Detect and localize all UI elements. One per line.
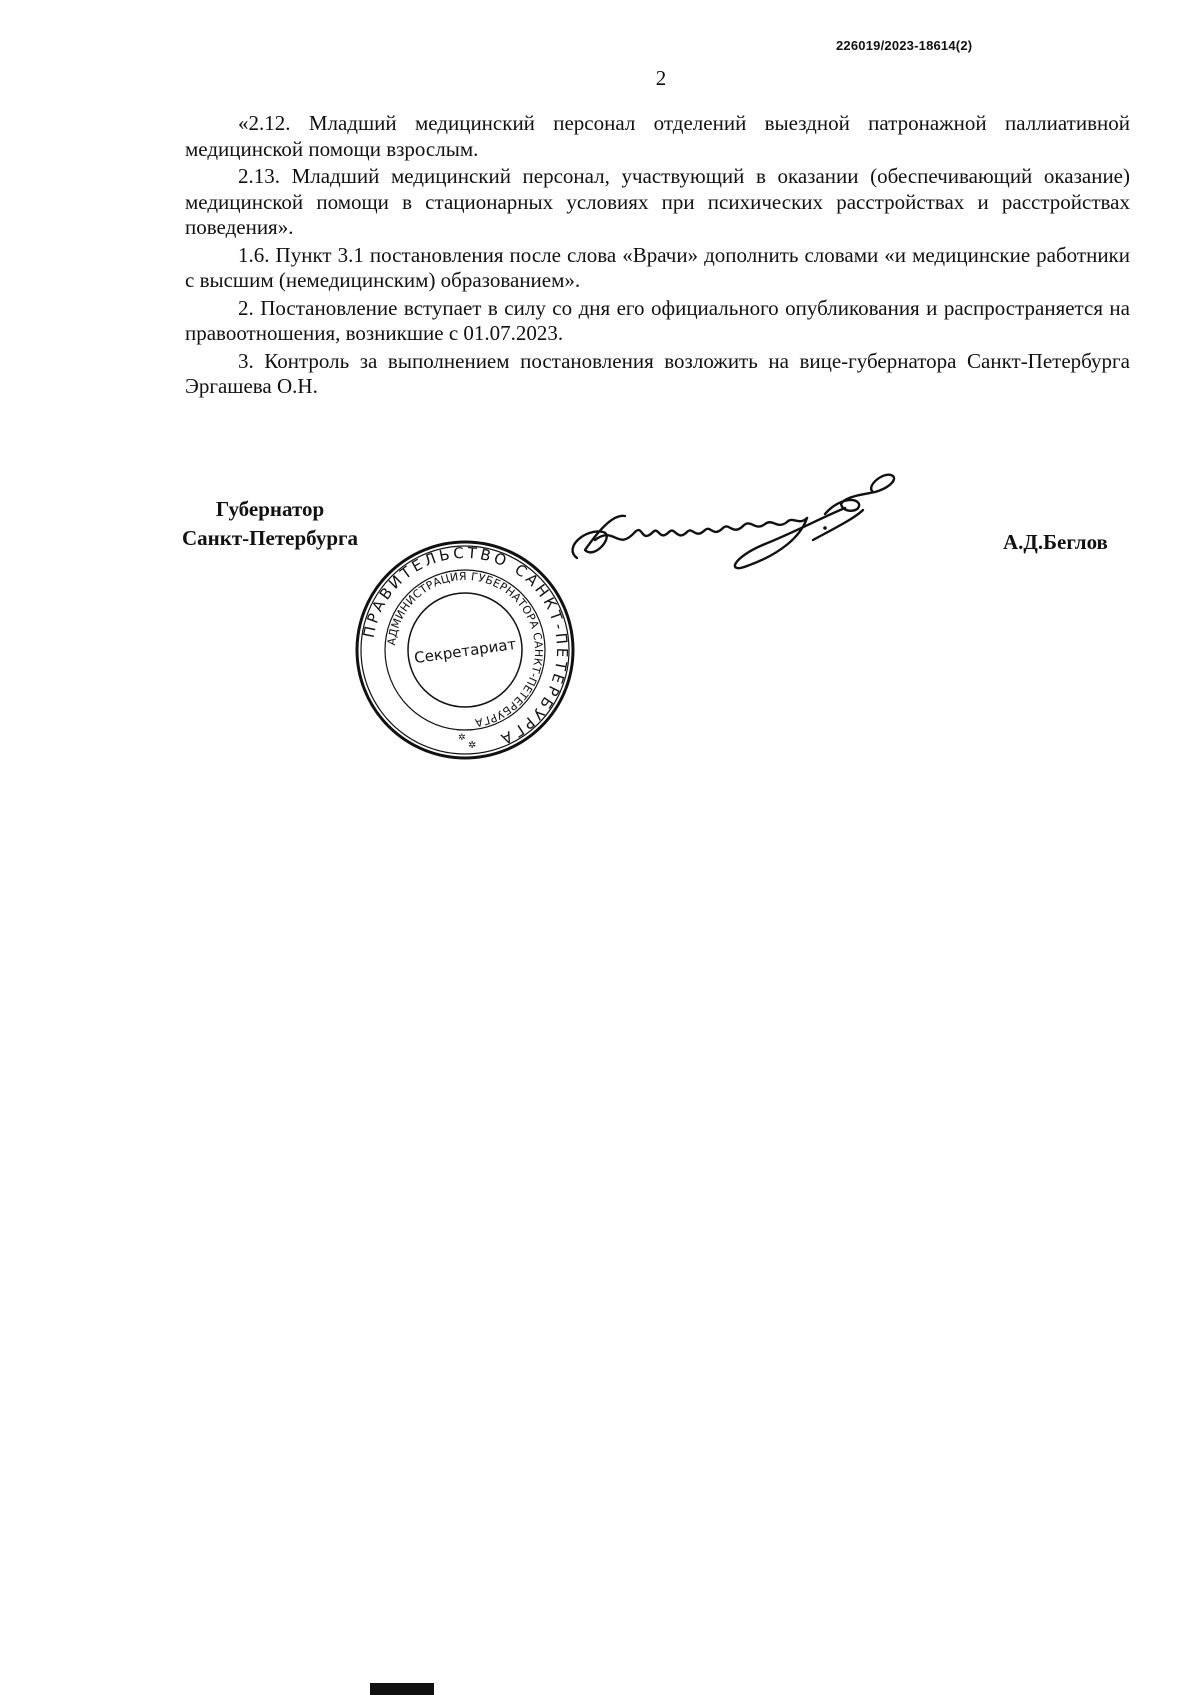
handwritten-signature xyxy=(555,470,955,580)
paragraph-3: 3. Контроль за выполнением постановления возложить на вице-губернатора Санкт-Петербурга Эргашева О.Н. xyxy=(185,348,1130,398)
doc-number: 226019/2023-18614(2) xyxy=(836,38,973,53)
paragraph-2-12: «2.12. Младший медицинский персонал отделений выездной патронажной паллиативной медицинской помощи взрослым. xyxy=(185,111,1130,161)
stamp-star-icon: ✲ xyxy=(468,740,477,751)
signer-name: А.Д.Беглов xyxy=(1003,530,1108,554)
stamp-star-icon: ✲ xyxy=(458,733,466,743)
paragraph-1-6: 1.6. Пункт 3.1 постановления после слова «Врачи» дополнить словами «и медицинские работники с высшим (немедицинским) образованием». xyxy=(185,242,1130,292)
page-number: 2 xyxy=(655,66,667,90)
signer-title-line2: Санкт-Петербурга xyxy=(182,526,359,550)
signer-title-line1: Губернатор xyxy=(215,497,325,521)
official-stamp xyxy=(350,535,580,765)
paragraph-2: 2. Постановление вступает в силу со дня его официального опубликования и распространяется на правоотношения, возникшие с 01.07.2023. xyxy=(185,295,1130,345)
stamp-inner-text: АДМИНИСТРАЦИЯ ГУБЕРНАТОРА САНКТ-ПЕТЕРБУРГА xyxy=(385,569,546,730)
stamp-outer-text: ПРАВИТЕЛЬСТВО САНКТ-ПЕТЕРБУРГА xyxy=(359,543,572,750)
signer-title xyxy=(182,495,358,553)
paragraph-2-13: 2.13. Младший медицинский персонал, участвующий в оказании (обеспечивающий оказание) медицинской помощи в стационарных условиях при психических расстройствах и расстройствах поведения». xyxy=(185,164,1130,239)
page-edge-mark xyxy=(370,1683,434,1695)
signature-block xyxy=(0,0,1200,800)
stamp-center-text: Секретариат xyxy=(413,634,518,668)
